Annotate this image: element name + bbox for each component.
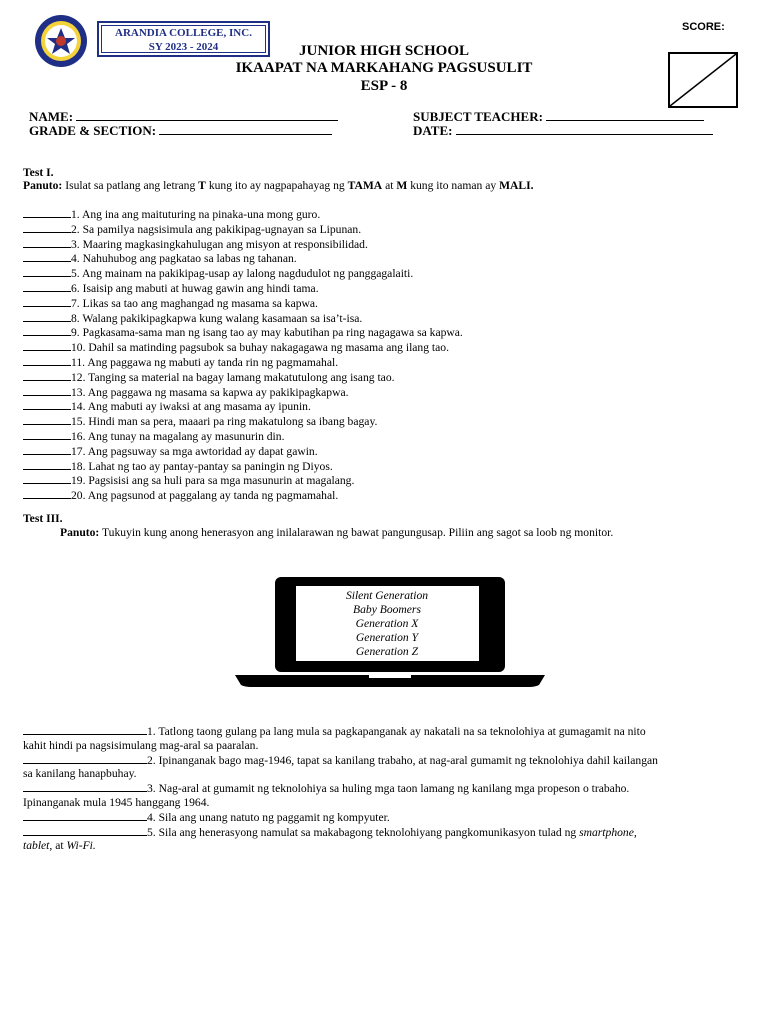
item-text: 5. Sila ang henerasyong namulat sa makabagong teknolohiyang pangkomunikasyon tulad ng — [147, 825, 577, 839]
list-item — [23, 753, 758, 768]
item-text: 1. Ang ina ang maituturing na pinaka-una mong guro. — [71, 208, 321, 221]
answer-blank[interactable] — [23, 355, 71, 366]
list-item-continuation: Ipinanganak mula 1945 hanggang 1964. — [23, 795, 210, 809]
answer-blank[interactable] — [23, 459, 71, 470]
answer-blank[interactable] — [23, 340, 71, 351]
test1-instr-d: kung ito naman ay — [410, 179, 497, 192]
test1-instr-a: Isulat sa patlang ang letrang — [65, 179, 196, 192]
item-text: 13. Ang paggawa ng masama sa kapwa ay pakikipagkapwa. — [71, 385, 349, 399]
subject-teacher-label: SUBJECT TEACHER: — [413, 109, 543, 124]
list-item — [23, 810, 758, 825]
answer-blank[interactable] — [23, 281, 71, 292]
test1-t: T — [198, 179, 206, 192]
list-item — [23, 325, 463, 340]
item-text: at — [55, 839, 64, 853]
answer-blank[interactable] — [23, 266, 71, 277]
list-item — [23, 429, 463, 444]
item-text: 20. Ang pagsunod at paggalang ay tanda ng pagmamahal. — [71, 489, 339, 503]
score-box[interactable] — [668, 52, 738, 108]
answer-blank[interactable] — [23, 488, 71, 499]
list-item — [23, 385, 463, 400]
list-item — [23, 340, 463, 355]
answer-blank[interactable] — [23, 370, 71, 381]
list-item — [23, 370, 463, 385]
test3-instruction-text: Tukuyin kung anong henerasyon ang inilalarawan ng bawat pangungusap. Piliin ang sagot sa loob ng monitor. — [102, 526, 614, 539]
test1-items-list — [23, 207, 463, 503]
grade-section-field[interactable] — [29, 123, 332, 139]
item-text: 9. Pagkasama-sama man ng isang tao ay may kabutihan pa ring nagagawa sa kapwa. — [71, 326, 463, 340]
title-subject: ESP - 8 — [360, 78, 408, 94]
item-text: 15. Hindi man sa pera, maaari pa ring makatulong sa ibang bagay. — [71, 415, 378, 429]
answer-blank[interactable] — [23, 825, 147, 836]
list-item — [23, 781, 758, 796]
list-item — [23, 825, 758, 840]
generation-option: Generation Z — [355, 645, 419, 658]
date-line[interactable] — [456, 123, 713, 135]
item-text: 6. Isaisip ang mabuti at huwag gawin ang hindi tama. — [71, 281, 319, 295]
item-text: 7. Likas sa tao ang maghangad ng masama sa kapwa. — [71, 296, 318, 310]
test3-panuto-label: Panuto: — [60, 526, 100, 539]
item-text: 2. Ipinanganak bago mag-1946, tapat sa kanilang trabaho, at nag-aral gumamit ng teknolohiya dahil kailangan — [147, 753, 658, 767]
item-text: 1. Tatlong taong gulang pa lang mula sa pagkapanganak ay nakatali na sa teknolohiya at gumagamit na nito — [147, 725, 646, 738]
list-item — [23, 222, 463, 237]
list-item — [23, 251, 463, 266]
generation-option: Silent Generation — [345, 589, 429, 602]
list-item-continuation — [23, 839, 758, 853]
list-item — [23, 473, 463, 488]
list-item — [23, 281, 463, 296]
item-text: 3. Maaring magkasingkahulugan ang misyon at responsibilidad. — [71, 237, 368, 251]
list-item — [23, 207, 463, 222]
answer-blank[interactable] — [23, 222, 71, 233]
answer-blank[interactable] — [23, 296, 71, 307]
answer-blank[interactable] — [23, 385, 71, 396]
item-text: 5. Ang mainam na pakikipag-usap ay lalong nagdudulot ng panggagalaiti. — [71, 267, 414, 281]
name-label: NAME: — [29, 109, 74, 124]
item-text: 11. Ang paggawa ng mabuti ay tanda rin ng pagmamahal. — [71, 355, 339, 369]
list-item-continuation: sa kanilang hanapbuhay. — [23, 767, 137, 781]
title-exam: IKAAPAT NA MARKAHANG PAGSUSULIT — [235, 60, 533, 76]
test1-instruction — [23, 179, 534, 193]
item-text: 16. Ang tunay na magalang ay masunurin din. — [71, 429, 285, 443]
test3-heading: Test III. — [23, 512, 63, 525]
score-diagonal — [670, 54, 736, 106]
answer-blank[interactable] — [23, 311, 71, 322]
list-item — [23, 266, 463, 281]
test1-panuto-label: Panuto: — [23, 179, 63, 192]
list-item — [23, 488, 463, 503]
answer-blank[interactable] — [23, 429, 71, 440]
test3-items-list — [23, 724, 758, 853]
score-label: SCORE: — [682, 21, 725, 33]
generation-options — [296, 589, 478, 659]
item-text: 10. Dahil sa matinding pagsubok sa buhay nakagagawa ng masama ang ilang tao. — [71, 341, 449, 355]
item-text: 4. Sila ang unang natuto ng paggamit ng kompyuter. — [147, 810, 390, 824]
list-item — [23, 355, 463, 370]
generation-option: Generation Y — [355, 631, 419, 644]
test1-heading: Test I. — [23, 166, 54, 179]
list-item — [23, 414, 463, 429]
answer-blank[interactable] — [23, 444, 71, 455]
item-text: 19. Pagsisisi ang sa huli para sa mga masunurin at magalang. — [71, 474, 355, 488]
school-seal-logo — [34, 14, 88, 68]
grade-section-line[interactable] — [159, 123, 332, 135]
answer-blank[interactable] — [23, 724, 147, 735]
item-text: 8. Walang pakikipagkapwa kung walang kasamaan sa isa’t-isa. — [71, 311, 363, 325]
answer-blank[interactable] — [23, 781, 147, 792]
item-text: 14. Ang mabuti ay iwaksi at ang masama ay ipunin. — [71, 400, 311, 414]
school-year: SY 2023 - 2024 — [148, 41, 219, 53]
item-text: 3. Nag-aral at gumamit ng teknolohiya sa huling mga taon lamang ng kanilang mga propeson o trabaho. — [147, 782, 630, 796]
list-item — [23, 399, 463, 414]
title-junior-high: JUNIOR HIGH SCHOOL — [298, 43, 470, 59]
test1-instr-b: kung ito ay nagpapahayag ng — [208, 179, 345, 192]
name-line[interactable] — [76, 109, 338, 121]
item-text-italic: smartphone, — [579, 825, 637, 839]
answer-blank[interactable] — [23, 237, 71, 248]
answer-blank[interactable] — [23, 473, 71, 484]
answer-blank[interactable] — [23, 399, 71, 410]
answer-blank[interactable] — [23, 753, 147, 764]
item-text: 12. Tanging sa material na bagay lamang makatutulong ang isang tao. — [71, 370, 395, 384]
list-item — [23, 459, 463, 474]
subject-teacher-line[interactable] — [546, 109, 704, 121]
answer-blank[interactable] — [23, 414, 71, 425]
list-item — [23, 444, 463, 459]
answer-blank[interactable] — [23, 810, 147, 821]
date-label: DATE: — [413, 123, 453, 138]
college-name: ARANDIA COLLEGE, INC. — [115, 27, 252, 39]
list-item — [23, 296, 463, 311]
test1-instr-c: at — [385, 179, 394, 192]
test1-tama: TAMA — [347, 179, 383, 192]
item-text: 17. Ang pagsuway sa mga awtoridad ay dapat gawin. — [71, 444, 318, 458]
answer-blank[interactable] — [23, 207, 71, 218]
answer-blank[interactable] — [23, 325, 71, 336]
item-text-italic: tablet, — [23, 839, 53, 853]
item-text-italic: Wi-Fi. — [66, 839, 96, 853]
list-item — [23, 724, 758, 739]
date-field[interactable] — [413, 123, 713, 139]
item-text: 4. Nahuhubog ang pagkatao sa labas ng tahanan. — [71, 252, 297, 266]
test3-instruction — [60, 526, 613, 540]
generation-option: Generation X — [355, 617, 419, 630]
item-text: 2. Sa pamilya nagsisimula ang pakikipag-ugnayan sa Lipunan. — [71, 222, 362, 236]
test1-m: M — [396, 179, 408, 192]
list-item — [23, 237, 463, 252]
grade-section-label: GRADE & SECTION: — [29, 123, 157, 138]
test1-mali: MALI. — [499, 179, 534, 192]
item-text: 18. Lahat ng tao ay pantay-pantay sa paningin ng Diyos. — [71, 459, 333, 473]
list-item-continuation: kahit hindi pa nagsisimulang mag-aral sa paaralan. — [23, 738, 259, 752]
generation-option: Baby Boomers — [353, 603, 421, 616]
list-item — [23, 311, 463, 326]
answer-blank[interactable] — [23, 251, 71, 262]
